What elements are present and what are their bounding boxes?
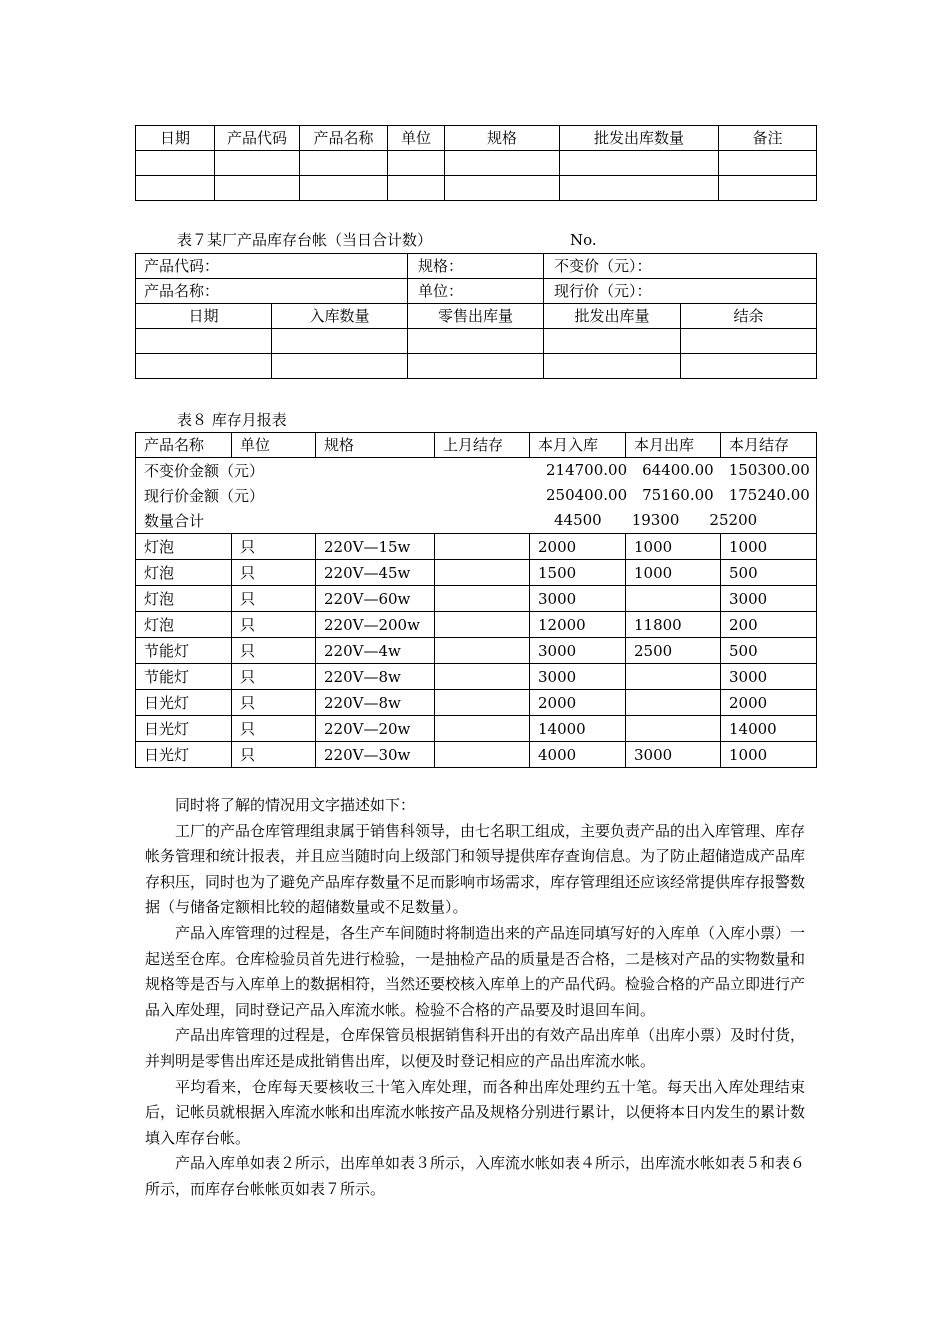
header-cell: 规格 [316, 433, 435, 458]
table-cell: 只 [232, 612, 316, 638]
table-row [136, 612, 817, 638]
current-price-label: 现行价（元）： [544, 279, 817, 304]
table-cell: 220V—8w [316, 690, 435, 716]
table-cell: 1000 [626, 560, 721, 586]
table-cell [435, 716, 530, 742]
table-cell: 节能灯 [136, 664, 232, 690]
table-row [136, 329, 817, 354]
table-row [136, 638, 817, 664]
summary-values: 44500 19300 25200 [554, 511, 758, 529]
table-cell: 1000 [626, 534, 721, 560]
header-cell: 日期 [136, 304, 272, 329]
table-cell: 11800 [626, 612, 721, 638]
header-cell: 上月结存 [435, 433, 530, 458]
header-cell: 入库数量 [272, 304, 408, 329]
table-cell: 3000 [626, 742, 721, 768]
table-cell: 3000 [721, 586, 817, 612]
table-cell [435, 690, 530, 716]
table-cell: 1000 [721, 742, 817, 768]
summary-values: 250400.00 75160.00 175240.00 [546, 486, 810, 504]
header-cell: 产品代码 [215, 126, 300, 151]
summary-label: 数量合计 [144, 511, 205, 530]
table-cell: 14000 [721, 716, 817, 742]
table-row [136, 690, 817, 716]
inventory-ledger-table [135, 253, 817, 379]
paragraph: 工厂的产品仓库管理组隶属于销售科领导，由七名职工组成，主要负责产品的出入库管理、库存帐务管理和统计报表，并且应当随时向上级部门和领导提供库存查询信息。为了防止超储造成产品库存积压，同时也为了避免产品库存数量不足而影响市场需求，库存管理组还应该经常提供库存报警数据（与储备定额相比较的超储数量或不足数量）。 [145, 821, 806, 917]
header-cell: 日期 [136, 126, 215, 151]
table-row [136, 151, 817, 176]
summary-row [136, 508, 817, 534]
table-cell: 2000 [530, 534, 626, 560]
table8-caption: 表８ 库存月报表 [177, 411, 287, 429]
summary-label: 不变价金额（元） [144, 461, 265, 480]
header-cell: 本月入库 [530, 433, 626, 458]
ledger-info-row [136, 279, 817, 304]
header-cell: 批发出库数量 [560, 126, 719, 151]
paragraph: 产品出库管理的过程是，仓库保管员根据销售科开出的有效产品出库单（出库小票）及时付货，并判明是零售出库还是成批销售出库，以便及时登记相应的产品出库流水帐。 [145, 1026, 806, 1070]
table-cell: 只 [232, 586, 316, 612]
header-cell: 结余 [681, 304, 817, 329]
table-header-row [136, 304, 817, 329]
table-cell: 日光灯 [136, 742, 232, 768]
table-cell: 1500 [530, 560, 626, 586]
header-cell: 单位 [232, 433, 316, 458]
table-cell: 14000 [530, 716, 626, 742]
table-cell: 220V—8w [316, 664, 435, 690]
table-row [136, 534, 817, 560]
table-cell: 只 [232, 742, 316, 768]
table-cell: 12000 [530, 612, 626, 638]
table-cell: 只 [232, 690, 316, 716]
table-cell [626, 664, 721, 690]
table7-no-label: No. [570, 231, 597, 249]
header-cell: 备注 [719, 126, 817, 151]
table-cell: 220V—15w [316, 534, 435, 560]
fixed-price-label: 不变价（元）： [544, 254, 817, 279]
table-cell: 灯泡 [136, 560, 232, 586]
header-cell: 零售出库量 [408, 304, 544, 329]
table-cell: 500 [721, 638, 817, 664]
summary-row [136, 483, 817, 508]
table-cell: 200 [721, 612, 817, 638]
table-row [136, 586, 817, 612]
summary-row [136, 458, 817, 484]
paragraph: 产品入库单如表２所示，出库单如表３所示，入库流水帐如表４所示，出库流水帐如表５和表６所示，而库存台帐帐页如表７所示。 [145, 1154, 806, 1198]
table-cell [626, 690, 721, 716]
table-cell: 只 [232, 664, 316, 690]
table-cell: 3000 [530, 586, 626, 612]
header-cell: 本月结存 [721, 433, 817, 458]
table-cell: 4000 [530, 742, 626, 768]
description-text [145, 793, 805, 1203]
table-cell: 3000 [721, 664, 817, 690]
table-cell: 只 [232, 638, 316, 664]
table-cell: 只 [232, 534, 316, 560]
table-cell: 只 [232, 560, 316, 586]
summary-label: 现行价金额（元） [144, 486, 265, 505]
table-cell [626, 716, 721, 742]
table-cell: 3000 [530, 638, 626, 664]
table-cell: 节能灯 [136, 638, 232, 664]
table-cell: 220V—20w [316, 716, 435, 742]
table-cell: 灯泡 [136, 612, 232, 638]
table-cell [435, 534, 530, 560]
table7-caption: 表７某厂产品库存台帐（当日合计数） [177, 231, 433, 249]
table-row [136, 560, 817, 586]
header-cell: 本月出库 [626, 433, 721, 458]
product-name-label: 产品名称： [136, 279, 408, 304]
table-cell: 220V—200w [316, 612, 435, 638]
header-cell: 批发出库量 [544, 304, 681, 329]
product-code-label: 产品代码： [136, 254, 408, 279]
table-cell [626, 586, 721, 612]
monthly-inventory-table [135, 432, 817, 768]
paragraph: 同时将了解的情况用文字描述如下： [175, 796, 416, 814]
table-row [136, 742, 817, 768]
spec-label: 规格： [408, 254, 544, 279]
table-cell: 2000 [530, 690, 626, 716]
wholesale-outbound-table [135, 125, 817, 201]
table-cell: 3000 [530, 664, 626, 690]
table-cell [435, 638, 530, 664]
table-cell: 220V—60w [316, 586, 435, 612]
table-cell: 220V—30w [316, 742, 435, 768]
table-cell: 灯泡 [136, 534, 232, 560]
table-cell [435, 742, 530, 768]
table-cell: 只 [232, 716, 316, 742]
table-cell: 2000 [721, 690, 817, 716]
table-cell: 1000 [721, 534, 817, 560]
table-row [136, 354, 817, 379]
summary-values: 214700.00 64400.00 150300.00 [546, 461, 810, 479]
table-header-row [136, 433, 817, 458]
table-cell: 日光灯 [136, 690, 232, 716]
table-row [136, 664, 817, 690]
table-cell: 灯泡 [136, 586, 232, 612]
table-row [136, 716, 817, 742]
table-cell: 500 [721, 560, 817, 586]
paragraph: 平均看来，仓库每天要核收三十笔入库处理，而各种出库处理约五十笔。每天出入库处理结束后，记帐员就根据入库流水帐和出库流水帐按产品及规格分别进行累计，以便将本日内发生的累计数填入库存台帐。 [145, 1077, 806, 1147]
table-cell: 220V—45w [316, 560, 435, 586]
header-cell: 规格 [445, 126, 560, 151]
table-header-row [136, 126, 817, 151]
paragraph: 产品入库管理的过程是，各生产车间随时将制造出来的产品连同填写好的入库单（入库小票）一起送至仓库。仓库检验员首先进行检验，一是抽检产品的质量是否合格，二是核对产品的实物数量和规格等是否与入库单上的数据相符，当然还要校核入库单上的产品代码。检验合格的产品立即进行产品入库处理，同时登记产品入库流水帐。检验不合格的产品要及时退回车间。 [145, 923, 806, 1019]
header-cell: 产品名称 [300, 126, 388, 151]
table-row [136, 176, 817, 201]
header-cell: 产品名称 [136, 433, 232, 458]
table-cell: 日光灯 [136, 716, 232, 742]
table-cell [435, 664, 530, 690]
table-cell [435, 586, 530, 612]
header-cell: 单位 [388, 126, 445, 151]
unit-label: 单位： [408, 279, 544, 304]
table-cell: 220V—4w [316, 638, 435, 664]
ledger-info-row [136, 254, 817, 279]
table-cell [435, 560, 530, 586]
table-cell: 2500 [626, 638, 721, 664]
table-cell [435, 612, 530, 638]
